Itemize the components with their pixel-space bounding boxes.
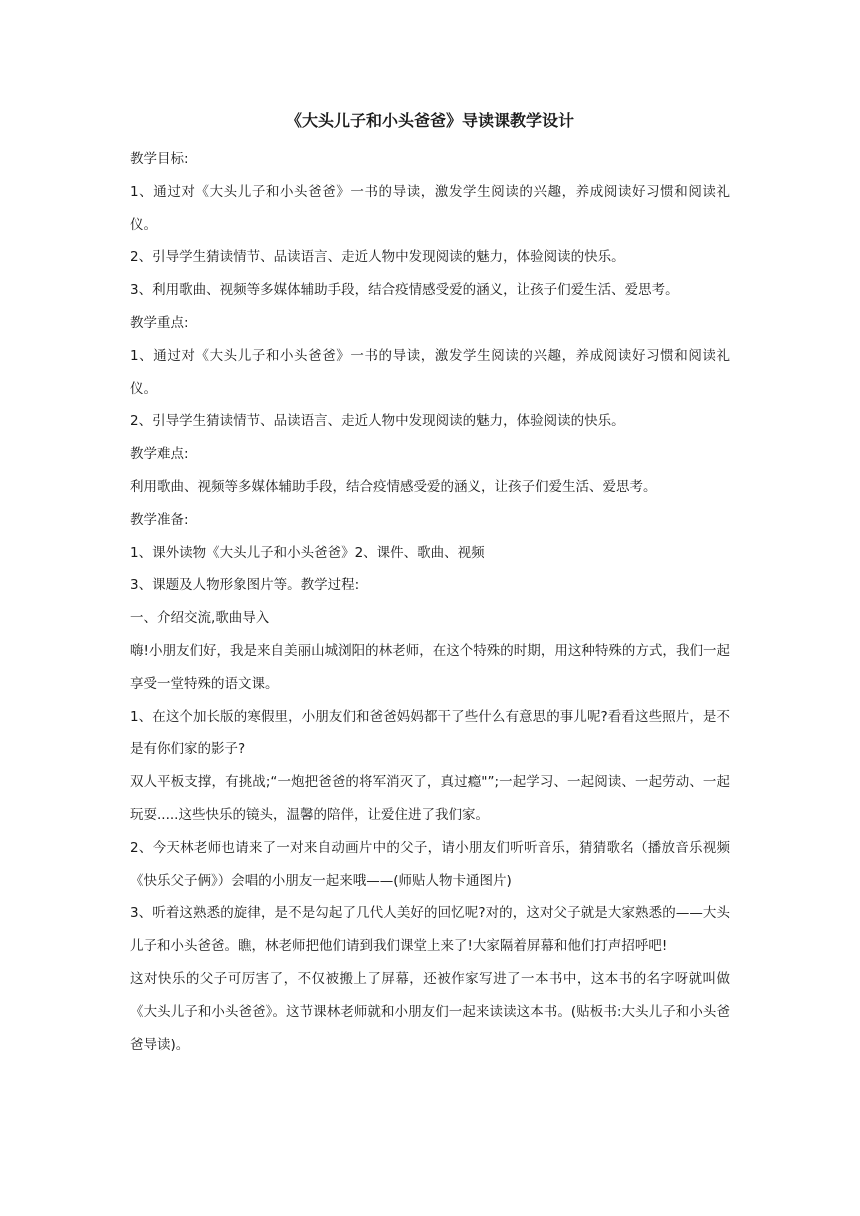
section-intro-heading: 一、介绍交流,歌曲导入 xyxy=(130,610,270,627)
intro-greeting: 嗨!小朋友们好，我是来自美丽山城浏阳的林老师，在这个特殊的时期，用这种特殊的方式，我们一起享受一堂特殊的语文课。 xyxy=(130,642,730,692)
key-point-2: 2、引导学生猜读情节、品读语言、走近人物中发现阅读的魅力，体验阅读的快乐。 xyxy=(130,413,625,430)
heading-preparation: 教学准备: xyxy=(130,511,189,528)
closing-paragraph: 这对快乐的父子可厉害了，不仅被搬上了屏幕，还被作家写进了一本书中，这本书的名字呀就叫做《大头儿子和小头爸爸》。这节课林老师就和小朋友们一起来读读这本书。(贴板书:大头儿子和小头爸爸导读)。 xyxy=(130,970,730,1053)
key-point-1: 1、通过对《大头儿子和小头爸爸》一书的导读，激发学生阅读的兴趣，养成阅读好习惯和阅读礼仪。 xyxy=(130,347,730,397)
goal-3: 3、利用歌曲、视频等多媒体辅助手段，结合疫情感受爱的涵义，让孩子们爱生活、爱思考。 xyxy=(130,282,679,299)
goal-1: 1、通过对《大头儿子和小头爸爸》一书的导读，激发学生阅读的兴趣，养成阅读好习惯和阅读礼仪。 xyxy=(130,183,730,233)
heading-teaching-goals: 教学目标: xyxy=(130,151,189,167)
difficulty-1: 利用歌曲、视频等多媒体辅助手段，结合疫情感受爱的涵义，让孩子们爱生活、爱思考。 xyxy=(130,478,657,495)
step-1-detail: 双人平板支撑，有挑战;“一炮把爸爸的将军消灭了，真过瘾"”;一起学习、一起阅读、一起劳动、一起玩耍.....这些快乐的镜头，温馨的陪伴，让爱住进了我们家。 xyxy=(130,774,730,823)
heading-key-points: 教学重点: xyxy=(130,314,189,331)
preparation-2: 3、课题及人物形象图片等。教学过程: xyxy=(130,577,360,594)
step-3: 3、听着这熟悉的旋律，是不是勾起了几代人美好的回忆呢?对的，这对父子就是大家熟悉的——大头儿子和小头爸爸。瞧，林老师把他们请到我们课堂上来了!大家隔着屏幕和他们打声招呼吧! xyxy=(130,905,730,955)
step-2: 2、今天林老师也请来了一对来自动画片中的父子，请小朋友们听听音乐，猜猜歌名（播放音乐视频《快乐父子俩》）会唱的小朋友一起来哦——(师贴人物卡通图片) xyxy=(130,839,730,889)
goal-2: 2、引导学生猜读情节、品读语言、走近人物中发现阅读的魅力，体验阅读的快乐。 xyxy=(130,249,625,266)
heading-difficulties: 教学难点: xyxy=(130,446,189,463)
step-1: 1、在这个加长版的寒假里，小朋友们和爸爸妈妈都干了些什么有意思的事儿呢?看看这些照片，是不是有你们家的影子? xyxy=(130,708,730,758)
preparation-1: 1、课外读物《大头儿子和小头爸爸》2、课件、歌曲、视频 xyxy=(130,544,485,561)
document-title: 《大头儿子和小头爸爸》导读课教学设计 xyxy=(285,111,574,130)
document-body xyxy=(130,143,730,1061)
